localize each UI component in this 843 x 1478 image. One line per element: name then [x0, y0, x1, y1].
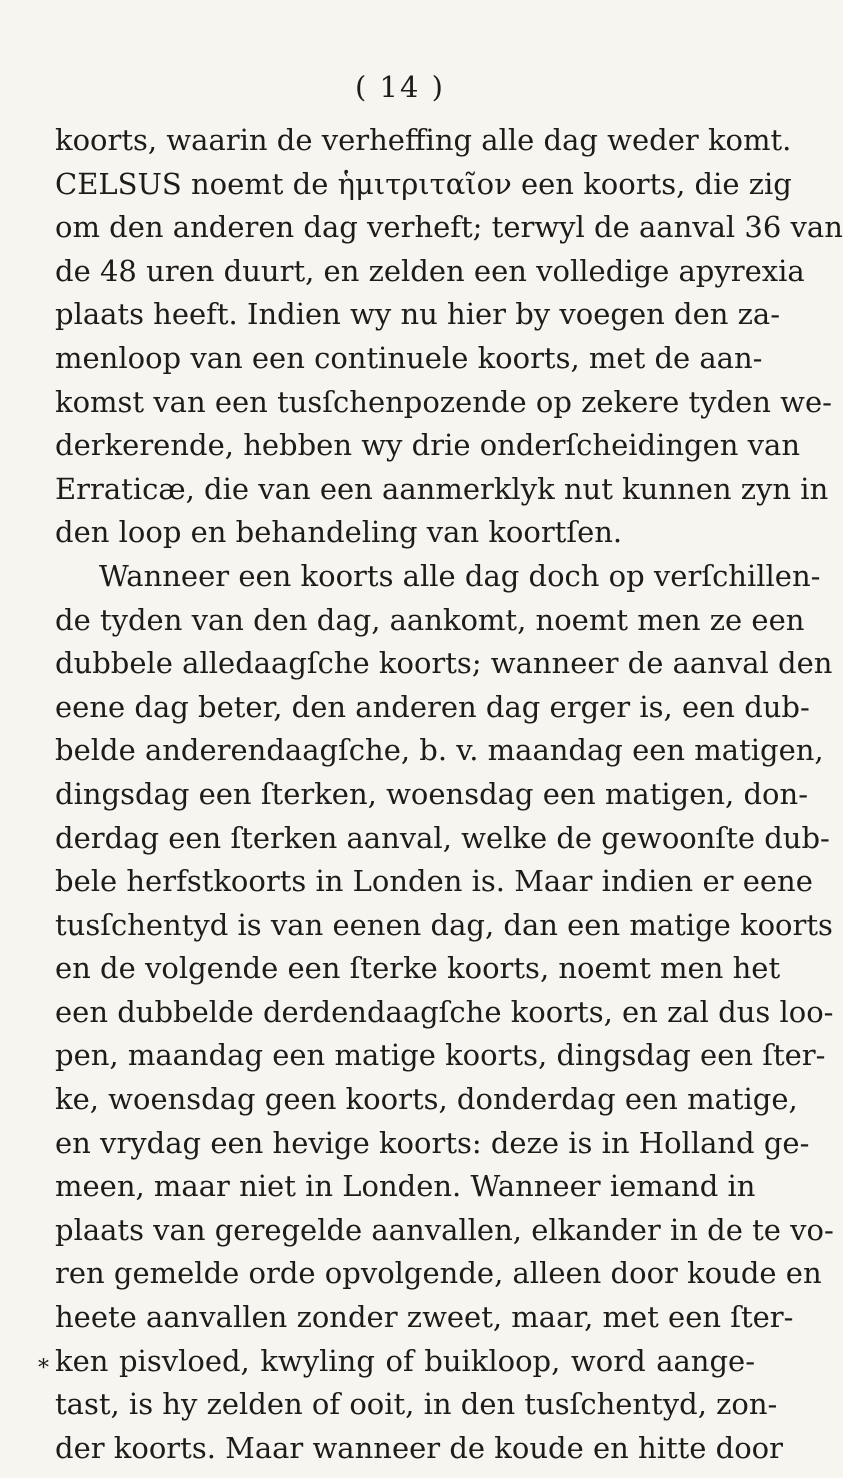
- text-line: plaats heeft. Indien wy nu hier by voegen den za-: [55, 297, 780, 332]
- text-line: tast, is hy zelden of ooit, in den tusſchentyd, zon-: [55, 1387, 778, 1422]
- text-line: koorts, waarin de verheffing alle dag weder komt.: [55, 123, 792, 157]
- text-line: de 48 uren duurt, en zelden een volledige apyrexia: [55, 253, 805, 288]
- text-line: bele herfstkoorts in Londen is. Maar indien er eene: [55, 864, 813, 899]
- text-line: Wanneer een koorts alle dag doch op verſchillen-: [99, 558, 821, 593]
- text-line: derdag een ſterken aanval, welke de gewoonſte dub-: [55, 820, 830, 855]
- text-line: tusſchentyd is van eenen dag, dan een matige koorts: [55, 907, 833, 942]
- text-line: CELSUS noemt de ἡμιτριταῖον een koorts, die zig: [55, 166, 792, 201]
- text-line: en de volgende een ſterke koorts, noemt men het: [55, 951, 781, 986]
- margin-mark: *: [38, 1356, 49, 1381]
- text-line: plaats van geregelde aanvallen, elkander in de te vo-: [55, 1212, 834, 1247]
- text-line: ken pisvloed, kwyling of buikloop, word aange-: [55, 1343, 755, 1378]
- text-line: komst van een tusſchenpozende op zekere tyden we-: [55, 384, 832, 419]
- text-line: den loop en behandeling van koortſen.: [55, 515, 623, 550]
- text-line: pen, maandag een matige koorts, dingsdag een ſter-: [55, 1038, 826, 1073]
- text-line: ke, woensdag geen koorts, donderdag een matige,: [55, 1082, 798, 1117]
- text-line: ren gemelde orde opvolgende, alleen door koude en: [55, 1256, 822, 1291]
- page-number: ( 14 ): [355, 70, 445, 104]
- body-text: [55, 119, 843, 1470]
- text-line: der koorts. Maar wanneer de koude en hitte door: [55, 1430, 784, 1465]
- text-line: om den anderen dag verheft; terwyl de aanval 36 van: [55, 210, 843, 245]
- text-line: de tyden van den dag, aankomt, noemt men ze een: [55, 602, 805, 637]
- text-line: Erraticæ, die van een aanmerklyk nut kunnen zyn in: [55, 471, 829, 506]
- text-line: heete aanvallen zonder zweet, maar, met een ſter-: [55, 1300, 794, 1335]
- text-line: belde anderendaagſche, b. v. maandag een matigen,: [55, 733, 824, 768]
- text-line: meen, maar niet in Londen. Wanneer iemand in: [55, 1169, 756, 1204]
- text-line: menloop van een continuele koorts, met de aan-: [55, 340, 763, 375]
- text-line: derkerende, hebben wy drie onderſcheidingen van: [55, 428, 801, 463]
- text-line: en vrydag een hevige koorts: deze is in Holland ge-: [55, 1125, 810, 1160]
- text-line: een dubbelde derdendaagſche koorts, en zal dus loo-: [55, 994, 834, 1029]
- text-line: dubbele alledaagſche koorts; wanneer de aanval den: [55, 646, 833, 681]
- text-line: dingsdag een ſterken, woensdag een matigen, don-: [55, 776, 808, 811]
- text-line: eene dag beter, den anderen dag erger is, een dub-: [55, 689, 810, 724]
